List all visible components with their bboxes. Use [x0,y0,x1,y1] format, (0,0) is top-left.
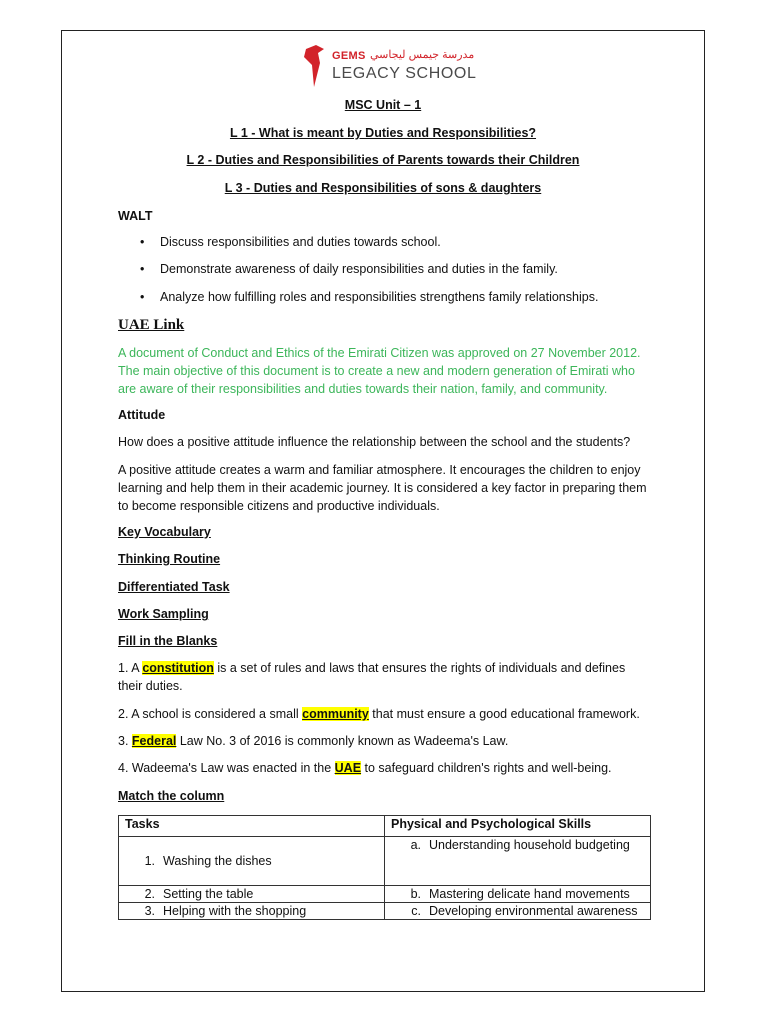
attitude-answer-line: to become responsible citizens and productive individuals. [118,499,440,513]
uae-link-line: are aware of their responsibilities and duties towards their nation, family, and community. [118,382,608,396]
bullet-icon: • [140,235,145,249]
logo-arabic: مدرسة جيمس ليجاسي [370,49,475,61]
q3-text-post: Law No. 3 of 2016 is commonly known as Wadeema's Law. [176,734,509,748]
skills-header: Physical and Psychological Skills [385,816,651,837]
table-row [119,903,651,920]
uae-link-line: A document of Conduct and Ethics of the Emirati Citizen was approved on 27 November 2012. [118,346,641,360]
skill-letter: b. [410,887,421,901]
skill-cell [385,903,651,920]
table-header-row [119,816,651,837]
task-cell [119,837,385,886]
document-page [61,30,705,992]
attitude-label: Attitude [118,408,166,422]
q4-text-pre: 4. Wadeema's Law was enacted in the [118,761,335,775]
bullet-icon: • [140,290,145,304]
lesson-2-title: L 2 - Duties and Responsibilities of Parents towards their Children [186,153,580,167]
task-cell [119,886,385,903]
attitude-answer-line: learning and help them in their academic journey. It is considered a key factor in preparing them [118,481,647,495]
lesson-1-title: L 1 - What is meant by Duties and Responsibilities? [229,126,537,140]
task-text: Washing the dishes [163,854,272,868]
lesson-3-title: L 3 - Duties and Responsibilities of sons & daughters [224,181,542,195]
q1-answer: constitution [142,661,214,675]
skill-letter: a. [410,838,421,852]
task-number: 2. [144,887,155,901]
task-text: Helping with the shopping [163,904,307,918]
tasks-header: Tasks [119,816,385,837]
logo-brand: GEMS [332,50,366,62]
skill-text: Mastering delicate hand movements [429,887,630,901]
skill-cell [385,837,651,886]
task-number: 1. [144,854,155,868]
q3-answer: Federal [131,734,177,748]
q4-answer: UAE [334,761,362,775]
school-logo [302,41,482,91]
attitude-question: How does a positive attitude influence the relationship between the school and the students? [118,435,631,449]
q3-text-pre: 3. [118,734,132,748]
table-row [119,886,651,903]
q1-text-post: is a set of rules and laws that ensures the rights of individuals and defines [213,661,626,675]
logo-school-name: LEGACY SCHOOL [332,65,477,82]
walt-label: WALT [118,209,153,223]
walt-item: Discuss responsibilities and duties towards school. [160,235,441,249]
match-column-heading: Match the column [118,789,225,803]
walt-item: Demonstrate awareness of daily responsibilities and duties in the family. [160,262,558,276]
unit-title: MSC Unit – 1 [344,98,422,112]
fill-blank-q1 [118,659,625,677]
attitude-answer-line: A positive attitude creates a warm and familiar atmosphere. It encourages the children to enjoy [118,463,641,477]
q4-text-post: to safeguard children's rights and well-being. [361,761,612,775]
skill-text: Understanding household budgeting [429,838,630,852]
fill-blank-q4 [118,759,612,777]
fill-blank-q1-line2: their duties. [118,679,183,693]
differentiated-task-heading: Differentiated Task [118,580,230,594]
task-cell [119,903,385,920]
q2-answer: community [302,707,369,721]
skill-text: Developing environmental awareness [429,904,638,918]
fill-blank-q2 [118,705,640,723]
task-text: Setting the table [163,887,254,901]
gems-flame-icon [302,43,328,89]
q2-text-post: that must ensure a good educational framework. [368,707,640,721]
skill-letter: c. [411,904,421,918]
walt-item: Analyze how fulfilling roles and responsibilities strengthens family relationships. [160,290,599,304]
work-sampling-heading: Work Sampling [118,607,209,621]
bullet-icon: • [140,262,145,276]
table-row [119,837,651,886]
uae-link-line: The main objective of this document is to create a new and modern generation of Emirati who [118,364,635,378]
task-number: 3. [144,904,155,918]
uae-link-heading: UAE Link [118,317,185,333]
q2-text-pre: 2. A school is considered a small [118,707,303,721]
match-table [118,815,651,920]
thinking-routine-heading: Thinking Routine [118,552,221,566]
fill-blank-q3 [118,732,508,750]
skill-cell [385,886,651,903]
q1-text-pre: 1. A [118,661,143,675]
key-vocabulary-heading: Key Vocabulary [118,525,211,539]
fill-blanks-heading: Fill in the Blanks [118,634,218,648]
